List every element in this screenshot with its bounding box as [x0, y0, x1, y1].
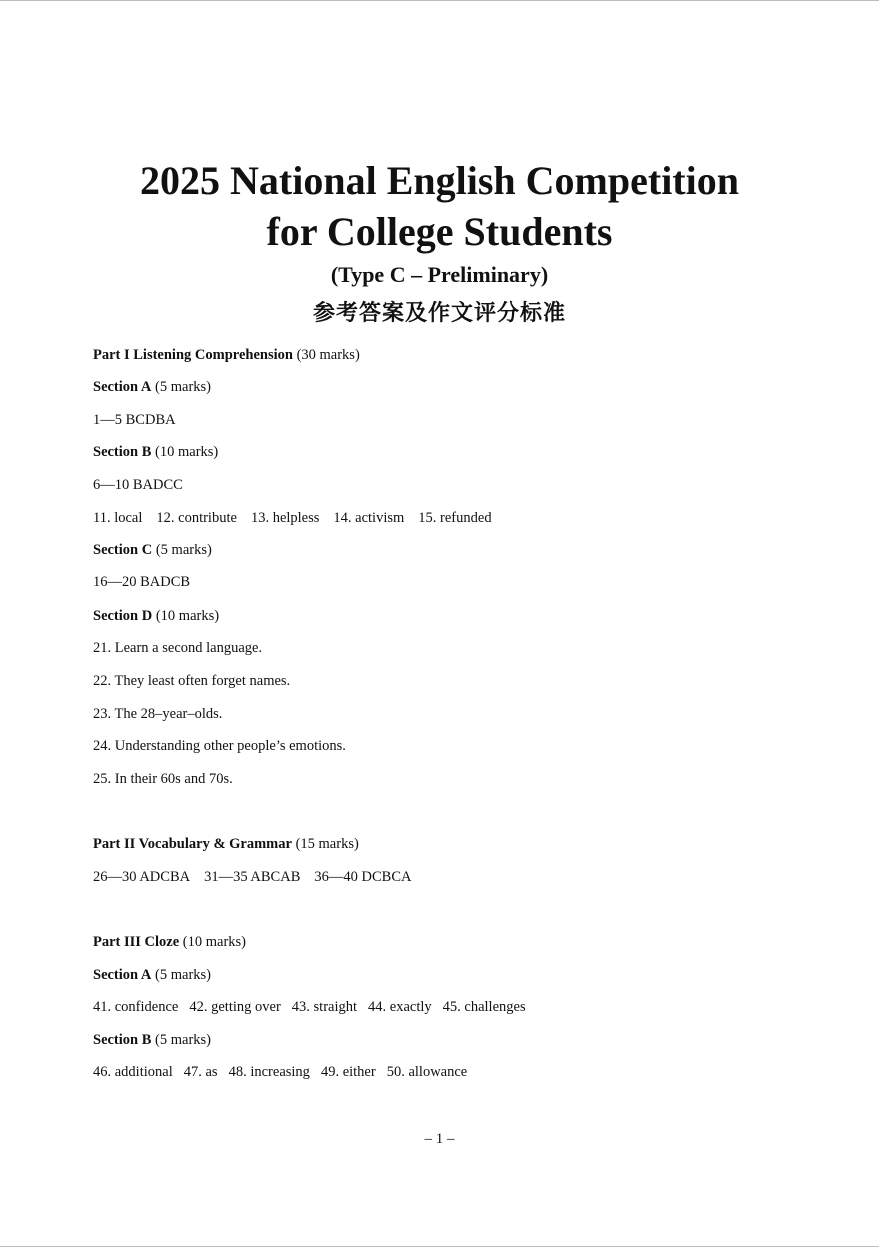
part1-sectionD-heading: Section D	[93, 608, 153, 624]
answer-item: 11. local	[93, 510, 143, 526]
part1-sectionC-answers: 16—20 BADCB	[93, 574, 191, 590]
part1-sectionA-heading: Section A	[93, 379, 152, 395]
part1-sectionD-item: 24. Understanding other people’s emotions.	[93, 738, 346, 754]
part3-sectionB-heading-line	[93, 1030, 211, 1050]
page-top-edge	[0, 0, 879, 1]
part1-sectionB-heading-line	[93, 442, 218, 462]
answer-item: 15. refunded	[418, 510, 492, 526]
part1-heading-line	[93, 345, 360, 365]
answer-item: 49. either	[320, 1064, 376, 1080]
part1-sectionD-item: 25. In their 60s and 70s.	[93, 771, 233, 787]
document-title-line-1: 2025 National English Competition	[140, 158, 739, 203]
part1-sectionB-marks: (10 marks)	[155, 444, 219, 460]
part3-sectionB-words	[93, 1062, 467, 1082]
chinese-title: 参考答案及作文评分标准	[312, 300, 566, 325]
part1-sectionD-heading-line	[93, 606, 219, 626]
answer-item: 13. helpless	[250, 510, 320, 526]
answer-group: 31—35 ABCAB	[204, 869, 301, 885]
part3-heading-line	[93, 932, 246, 952]
answer-item: 12. contribute	[156, 510, 237, 526]
part1-sectionC-heading: Section C	[93, 542, 153, 558]
part1-sectionB-words	[93, 508, 492, 528]
answer-item: 47. as	[183, 1064, 218, 1080]
answer-group: 36—40 DCBCA	[314, 869, 412, 885]
part1-sectionD-item: 22. They least often forget names.	[93, 673, 291, 689]
part3-sectionA-heading: Section A	[93, 967, 152, 983]
part1-sectionC-heading-line	[93, 540, 212, 560]
part3-sectionA-marks: (5 marks)	[155, 967, 211, 983]
document-subtitle: (Type C – Preliminary)	[330, 262, 549, 287]
answer-item: 48. increasing	[228, 1064, 310, 1080]
part3-sectionB-heading: Section B	[93, 1032, 152, 1048]
part1-sectionA-heading-line	[93, 377, 211, 397]
part3-sectionA-heading-line	[93, 965, 211, 985]
part1-sectionB-answers: 6—10 BADCC	[93, 477, 183, 493]
answer-item: 14. activism	[333, 510, 405, 526]
answer-item: 44. exactly	[368, 999, 432, 1015]
part1-sectionD-marks: (10 marks)	[155, 608, 220, 624]
document-title-line-2: for College Students	[266, 209, 613, 254]
part3-marks: (10 marks)	[182, 934, 247, 950]
part1-heading: Part I Listening Comprehension	[93, 347, 293, 363]
answer-item: 50. allowance	[386, 1064, 468, 1080]
answer-item: 42. getting over	[189, 999, 281, 1015]
answer-item: 43. straight	[291, 999, 358, 1015]
page-number: – 1 –	[424, 1131, 455, 1147]
part3-heading: Part III Cloze	[93, 934, 180, 950]
part2-heading-line	[93, 834, 359, 854]
answer-group: 26—30 ADCBA	[93, 869, 191, 885]
page-bottom-edge	[0, 1246, 879, 1247]
answer-item: 41. confidence	[93, 999, 179, 1015]
part2-marks: (15 marks)	[295, 836, 359, 852]
part1-sectionD-item: 23. The 28–year–olds.	[93, 706, 223, 722]
part1-sectionA-answers: 1—5 BCDBA	[93, 412, 176, 428]
part1-marks: (30 marks)	[296, 347, 360, 363]
answer-item: 46. additional	[93, 1064, 173, 1080]
part1-sectionD-item: 21. Learn a second language.	[93, 640, 263, 656]
part2-answers	[93, 867, 411, 887]
part1-sectionC-marks: (5 marks)	[155, 542, 212, 558]
part3-sectionB-marks: (5 marks)	[155, 1032, 211, 1048]
answer-item: 45. challenges	[442, 999, 526, 1015]
part3-sectionA-words	[93, 997, 526, 1017]
part1-sectionB-heading: Section B	[93, 444, 152, 460]
part2-heading: Part II Vocabulary & Grammar	[93, 836, 292, 852]
part1-sectionA-marks: (5 marks)	[155, 379, 211, 395]
